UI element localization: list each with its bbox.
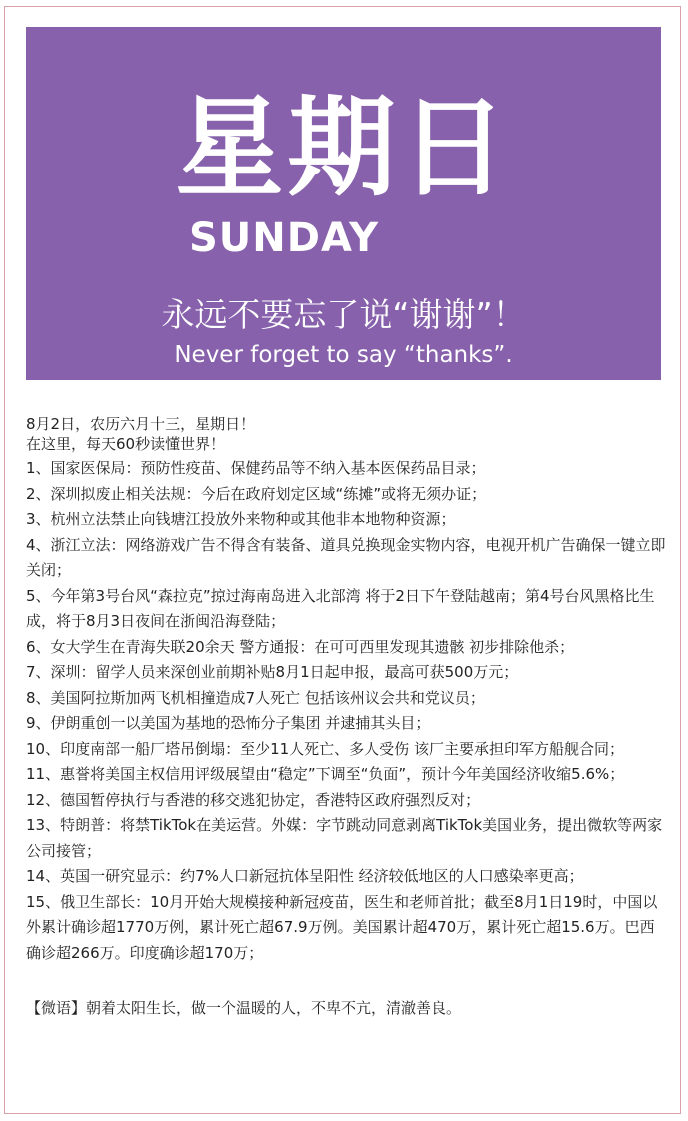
news-item-1: 1、国家医保局：预防性疫苗、保健药品等不纳入基本医保药品目录； [26,459,486,477]
banner-slogan-english: Never forget to say “thanks”. [174,342,513,368]
banner-title-chinese: 星期日 [175,86,512,211]
banner-title-english: SUNDAY [189,215,380,261]
news-item-12: 12、德国暂停执行与香港的移交逃犯协定，香港特区政府强烈反对； [26,790,481,809]
header-banner [26,27,661,380]
footer-quote: 【微语】朝着太阳生长，做一个温暖的人，不卑不亢，清澈善良。 [26,999,462,1017]
news-item-6: 6、女大学生在青海失联20余天 警方通报：在可可西里发现其遗骸 初步排除他杀； [26,637,575,656]
news-item-9: 9、伊朗重创一以美国为基地的恐怖分子集团 并逮捕其头目； [26,714,431,732]
news-item-7: 7、深圳：留学人员来深创业前期补贴8月1日起申报，最高可获500万元； [26,663,519,681]
news-list [26,456,666,966]
news-item-14: 14、英国一研究显示：约7%人口新冠抗体呈阳性 经济较低地区的人口感染率更高； [26,867,584,885]
news-item-5: 5、今年第3号台风“森拉克”掠过海南岛进入北部湾 将于2日下午登陆越南；第4号台风黑格比生成，将于8月3日夜间在浙闽沿海登陆； [26,586,655,630]
banner-slogan-chinese: 永远不要忘了说“谢谢”！ [161,295,526,334]
tagline: 在这里，每天60秒读懂世界！ [26,435,226,453]
news-item-2: 2、深圳拟废止相关法规：今后在政府划定区域“练摊”或将无须办证； [26,484,487,503]
news-item-8: 8、美国阿拉斯加两飞机相撞造成7人死亡 包括该州议会共和党议员； [26,688,485,707]
date-line: 8月2日，农历六月十三，星期日！ [26,415,256,433]
news-item-10: 10、印度南部一船厂塔吊倒塌：至少11人死亡、多人受伤 该厂主要承担印军方船舰合同； [26,739,624,758]
news-item-4: 4、浙江立法：网络游戏广告不得含有装备、道具兑换现金实物内容，电视开机广告确保一键立即关闭； [26,535,666,579]
news-item-3: 3、杭州立法禁止向钱塘江投放外来物种或其他非本地物种资源； [26,510,456,528]
news-item-15: 15、俄卫生部长：10月开始大规模接种新冠疫苗，医生和老师首批；截至8月1日19时，中国以外累计确诊超1770万例，累计死亡超67.9万例。美国累计超470万，累计死亡超15.6万。巴西确诊超266万。印度确诊超170万； [26,892,658,962]
news-item-13: 13、特朗普：将禁TikTok在美运营。外媒：字节跳动同意剥离TikTok美国业务，提出微软等两家公司接管； [26,816,663,860]
news-content [26,414,666,1037]
news-item-11: 11、惠誉将美国主权信用评级展望由“稳定”下调至“负面”，预计今年美国经济收缩5.6%； [26,765,625,783]
